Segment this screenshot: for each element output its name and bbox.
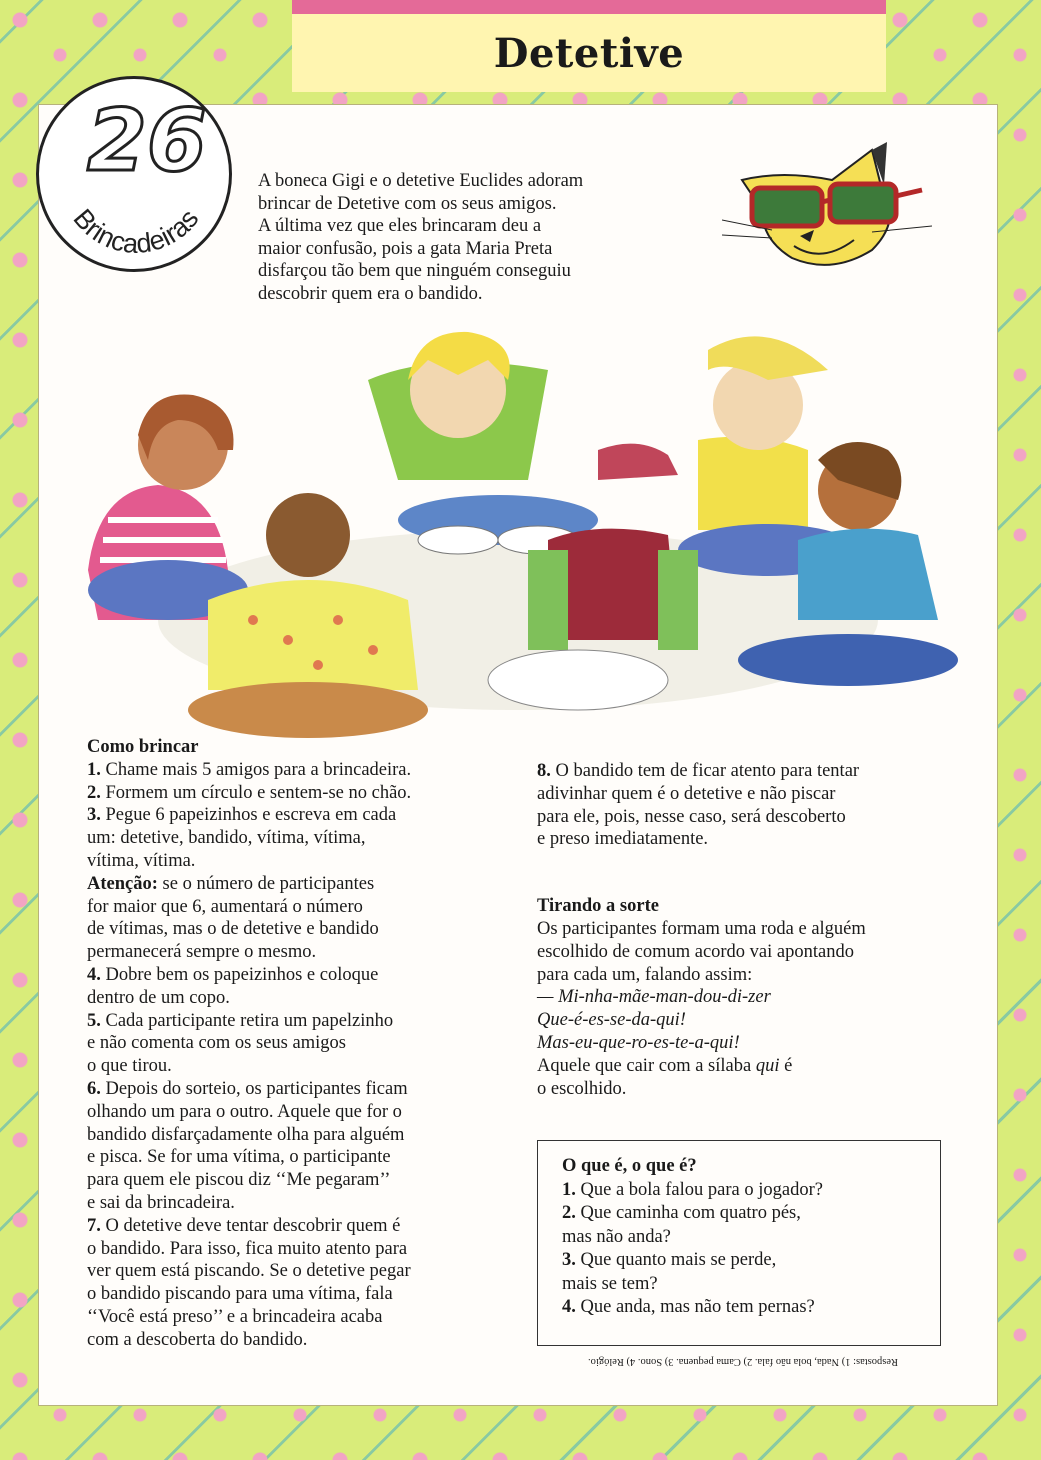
riddle-line: 2. Que caminha com quatro pés, (562, 1203, 801, 1223)
step-8-line: para ele, pois, nesse caso, será descoberto (537, 806, 846, 827)
instruction-line: bandido disfarçadamente olha para alguém (87, 1124, 405, 1145)
badge-label: Brincadeiras (67, 203, 205, 260)
drawing-lots-line: para cada um, falando assim: (537, 964, 753, 985)
page-title: Detetive (493, 29, 685, 77)
instruction-line: 3. Pegue 6 papeizinhos e escreva em cada (87, 805, 397, 826)
children-circle-illustration (78, 320, 958, 740)
instruction-line: e sai da brincadeira. (87, 1192, 235, 1213)
drawing-lots-closing: o escolhido. (537, 1078, 627, 1099)
riddle-line: mais se tem? (562, 1273, 658, 1294)
svg-text:Brincadeiras (67, 203, 204, 259)
step-8-line: adivinhar quem é o detetive e não piscar (537, 783, 836, 804)
drawing-lots-heading: Tirando a sorte (537, 896, 659, 917)
instruction-line: o que tirou. (87, 1056, 172, 1077)
instruction-line: for maior que 6, aumentará o número (87, 896, 363, 917)
instruction-line: vítima, vítima. (87, 850, 196, 871)
instruction-line: o bandido piscando para uma vítima, fala (87, 1284, 393, 1305)
instruction-line: 2. Formem um círculo e sentem-se no chão. (87, 782, 412, 803)
intro-paragraph (258, 170, 678, 305)
step-8-line: 8. O bandido tem de ficar atento para tentar (537, 761, 860, 781)
instruction-line: 4. Dobre bem os papeizinhos e coloque (87, 964, 379, 985)
right-column (537, 760, 947, 1100)
chant-line: — Mi-nha-mãe-man-dou-di-zer (537, 987, 771, 1008)
riddle-line: 3. Que quanto mais se perde, (562, 1250, 777, 1270)
riddle-line: mas não anda? (562, 1226, 671, 1247)
riddle-line: 4. Que anda, mas não tem pernas? (562, 1297, 815, 1317)
instruction-line: para quem ele piscou diz ‘‘Me pegaram’’ (87, 1170, 391, 1191)
title-band (292, 0, 886, 92)
intro-line: A última vez que eles brincaram deu a (258, 216, 542, 236)
instruction-line: 1. Chame mais 5 amigos para a brincadeira. (87, 759, 412, 780)
instruction-line: o bandido. Para isso, fica muito atento para (87, 1238, 408, 1259)
brincadeiras-badge (36, 76, 232, 272)
instruction-line: ‘‘Você está preso’’ e a brincadeira acaba (87, 1306, 383, 1327)
instruction-line: 6. Depois do sorteio, os participantes ficam (87, 1078, 408, 1099)
riddle-line: 1. Que a bola falou para o jogador? (562, 1179, 823, 1200)
instruction-line: com a descoberta do bandido. (87, 1329, 308, 1350)
instruction-line: e não comenta com os seus amigos (87, 1033, 346, 1054)
instruction-line: 5. Cada participante retira um papelzinho (87, 1010, 394, 1031)
intro-line: disfarçou tão bem que ninguém conseguiu (258, 261, 571, 281)
riddle-box (537, 1140, 941, 1346)
title-band-stripe (292, 0, 886, 14)
drawing-lots-line: escolhido de comum acordo vai apontando (537, 941, 854, 962)
badge-label-arc (39, 79, 229, 269)
how-to-play-heading: Como brincar (87, 737, 199, 757)
title-band-box (292, 14, 886, 92)
instruction-line: 7. O detetive deve tentar descobrir quem é (87, 1215, 401, 1236)
intro-line: descobrir quem era o bandido. (258, 283, 483, 304)
how-to-play-section (87, 736, 507, 1352)
instruction-line: ver quem está piscando. Se o detetive pegar (87, 1261, 411, 1282)
chant-line: Mas-eu-que-ro-es-te-a-qui! (537, 1032, 740, 1053)
instruction-line: um: detetive, bandido, vítima, vítima, (87, 828, 366, 849)
chant-line: Que-é-es-se-da-qui! (537, 1010, 686, 1031)
instruction-line: e pisca. Se for uma vítima, o participante (87, 1147, 391, 1168)
drawing-lots-line: Os participantes formam uma roda e alguém (537, 918, 866, 939)
intro-line: maior confusão, pois a gata Maria Preta (258, 238, 553, 259)
attention-line: Atenção: se o número de participantes (87, 873, 375, 894)
instruction-line: permanecerá sempre o mesmo. (87, 942, 317, 963)
intro-line: A boneca Gigi e o detetive Euclides adoram (258, 171, 584, 191)
upside-down-answers: Respostas: 1) Nada, bola não fala. 2) Cama pequena. 3) Sono. 4) Relógio. (588, 1356, 898, 1367)
riddle-heading: O que é, o que é? (562, 1156, 697, 1176)
step-8-line: e preso imediatamente. (537, 829, 709, 850)
badge-number: 26 (87, 91, 207, 191)
instruction-line: olhando um para o outro. Aquele que for o (87, 1101, 402, 1122)
drawing-lots-closing: Aquele que cair com a sílaba qui é (537, 1055, 793, 1076)
instruction-line: dentro de um copo. (87, 987, 230, 1008)
intro-line: brincar de Detetive com os seus amigos. (258, 193, 557, 214)
cat-with-sunglasses-illustration (722, 140, 932, 270)
instruction-line: de vítimas, mas o de detetive e bandido (87, 919, 379, 940)
